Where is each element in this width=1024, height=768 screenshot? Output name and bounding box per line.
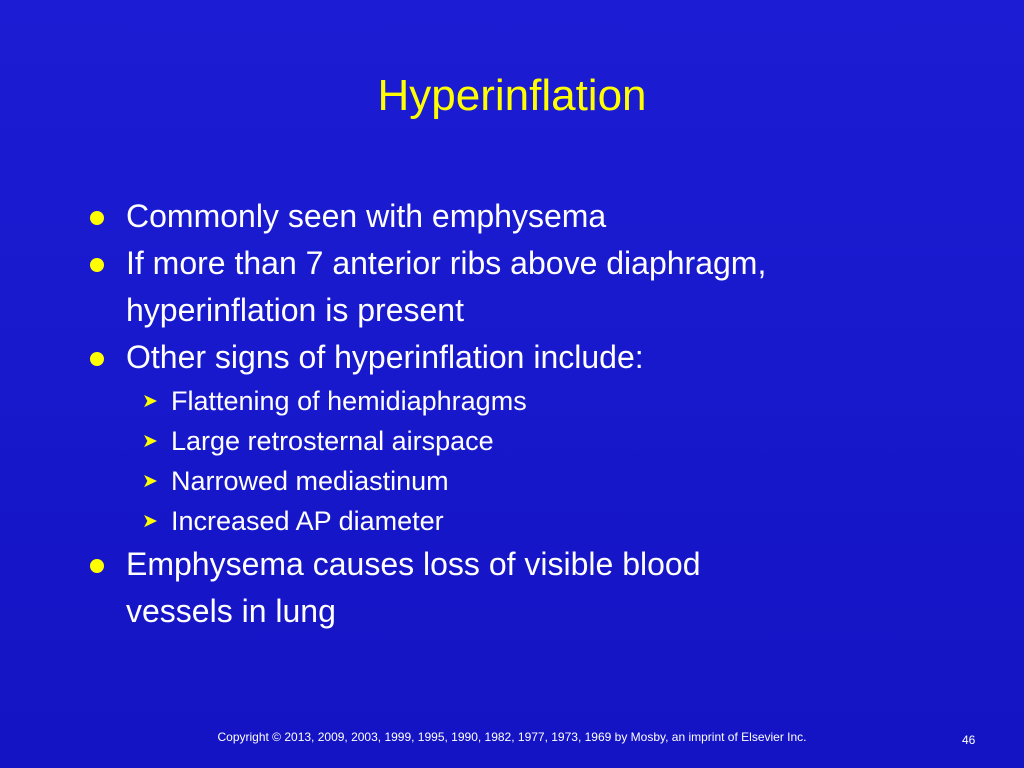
sub-bullet-item — [90, 421, 970, 461]
bullet-item — [90, 334, 970, 381]
arrowhead-icon: ➤ — [142, 430, 158, 452]
bullet-text: Other signs of hyperinflation include: — [126, 339, 644, 375]
sub-bullet-text: Increased AP diameter — [171, 506, 444, 536]
bullet-dot-icon — [90, 258, 104, 272]
bullet-item — [90, 193, 970, 240]
bullet-text-continued: hyperinflation is present — [126, 292, 464, 328]
arrowhead-icon: ➤ — [142, 510, 158, 532]
sub-bullet-item — [90, 461, 970, 501]
bullet-dot-icon — [90, 559, 104, 573]
slide-title: Hyperinflation — [377, 71, 647, 120]
sub-bullet-text: Narrowed mediastinum — [171, 466, 449, 496]
arrowhead-icon: ➤ — [142, 390, 158, 412]
sub-bullet-text: Large retrosternal airspace — [171, 426, 494, 456]
bullet-dot-icon — [90, 352, 104, 366]
bullet-list — [90, 193, 970, 635]
sub-bullet-item — [90, 381, 970, 421]
bullet-text-continued: vessels in lung — [126, 593, 336, 629]
bullet-item — [90, 541, 970, 635]
bullet-item — [90, 240, 970, 334]
bullet-text: If more than 7 anterior ribs above diaphragm, — [126, 245, 767, 281]
sub-bullet-text: Flattening of hemidiaphragms — [171, 386, 527, 416]
arrowhead-icon: ➤ — [142, 470, 158, 492]
sub-bullet-item — [90, 501, 970, 541]
page-number: 46 — [962, 733, 976, 747]
bullet-dot-icon — [90, 211, 104, 225]
copyright-footer: Copyright © 2013, 2009, 2003, 1999, 1995, 1990, 1982, 1977, 1973, 1969 by Mosby, an imprint of Elsevier Inc. — [217, 730, 807, 744]
bullet-text: Commonly seen with emphysema — [126, 198, 607, 234]
bullet-text: Emphysema causes loss of visible blood — [126, 546, 701, 582]
